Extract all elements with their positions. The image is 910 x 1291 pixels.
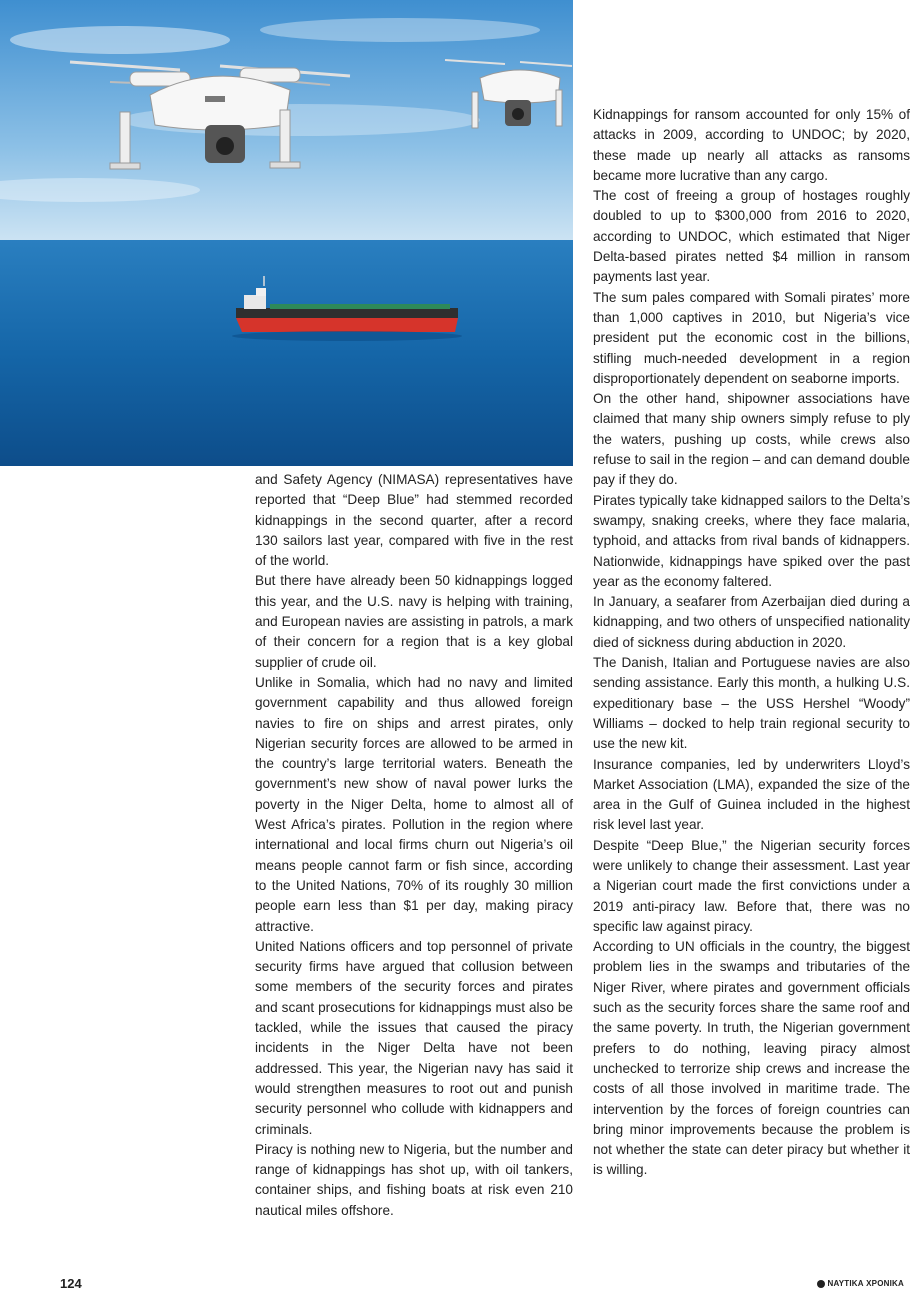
footer-brand — [817, 1279, 905, 1288]
paragraph: United Nations officers and top personnel of private security firms have argued that collusion between some members of the security forces and pirates and scant prosecutions for kidnappings must also be tackled, while the issues that caused the piracy incidents in the Niger Delta have not been addressed. This year, the Nigerian navy has said it would strengthen measures to root out and punish security personnel who collude with kidnappers and criminals. — [255, 938, 573, 1137]
paragraph: Piracy is nothing new to Nigeria, but the number and range of kidnappings has shot up, with oil tankers, container ships, and fishing boats at risk even 210 nautical miles offshore. — [255, 1141, 573, 1218]
left-column — [255, 470, 573, 1221]
sea — [0, 240, 573, 466]
paragraph: Unlike in Somalia, which had no navy and limited government capability and thus allowed foreign navies to fire on ships and arrest pirates, only Nigerian security forces are allowed to be armed in the country’s large territorial waters. Beneath the government’s new show of naval power lurks the poverty in the Niger Delta, home to almost all of West Africa’s pirates. Pollution in the region where international and local firms churn out Nigeria’s oil means people cannot farm or fish since, according to the United Nations, 70% of its roughly 30 million people earn less than $1 per day, making piracy attractive. — [255, 674, 573, 934]
paragraph: In January, a seafarer from Azerbaijan died during a kidnapping, and two others of unspecified nationality died of sickness during abduction in 2020. — [593, 594, 910, 650]
paragraph: The sum pales compared with Somali pirates’ more than 1,000 captives in 2010, but Nigeria’s vice president put the economic cost in the billions, stifling much-needed development in a region disproportionately dependent on seaborne imports. — [593, 289, 910, 386]
paragraph: The Danish, Italian and Portuguese navies are also sending assistance. Early this month, a hulking U.S. expeditionary base – the USS Hershel “Woody” Williams – docked to help train regional security to use the new kit. — [593, 655, 910, 752]
paragraph: But there have already been 50 kidnappings logged this year, and the U.S. navy is helping with training, and European navies are assisting in patrols, a mark of their concern for a region that is a key global supplier of crude oil. — [255, 573, 573, 670]
paragraph: Kidnappings for ransom accounted for only 15% of attacks in 2009, according to UNDOC; by 2020, these made up nearly all attacks as ransoms became more lucrative than any cargo. — [593, 107, 910, 183]
page-number: 124 — [60, 1276, 82, 1291]
hero-photo — [0, 0, 573, 466]
paragraph: Insurance companies, led by underwriters Lloyd’s Market Association (LMA), expanded the size of the area in the Gulf of Guinea included in the highest risk level last year. — [593, 756, 910, 833]
brand-name: ΝΑΥΤΙΚΑ ΧΡΟΝΙΚΑ — [827, 1279, 904, 1288]
drones-over-tanker-illustration — [0, 0, 573, 466]
right-column — [593, 105, 910, 1181]
paragraph: The cost of freeing a group of hostages roughly doubled to up to $300,000 from 2016 to 2020, according to UNDOC, which estimated that Niger Delta-based pirates netted $4 million in ransom payments last year. — [593, 188, 910, 285]
paragraph: Despite “Deep Blue,” the Nigerian security forces were unlikely to change their assessment. Last year a Nigerian court made the first convictions under a 2019 anti-piracy law. Before that, there was no specific law against piracy. — [593, 837, 910, 934]
paragraph: Pirates typically take kidnapped sailors to the Delta’s swampy, snaking creeks, where they face malaria, typhoid, and attacks from rival bands of kidnappers. Nationwide, kidnappings have spiked over the past year as the economy faltered. — [593, 492, 910, 589]
brand-logo-icon — [817, 1280, 825, 1288]
paragraph: On the other hand, shipowner associations have claimed that many ship owners simply refuse to ply the waters, pushing up costs, while crews also refuse to sail in the region – and can demand double pay if they do. — [593, 391, 910, 488]
paragraph: and Safety Agency (NIMASA) representatives have reported that “Deep Blue” had stemmed recorded kidnappings in the second quarter, after a record 130 sailors last year, compared with five in the rest of the world. — [255, 472, 573, 569]
paragraph: According to UN officials in the country, the biggest problem lies in the swamps and tributaries of the Niger River, where pirates and government officials such as the security forces share the same roof and the same poverty. In truth, the Nigerian government prefers to do nothing, leaving piracy almost unchecked to terrorize ship crews and increase the costs of all those involved in maritime trade. The intervention by the forces of foreign countries can bring minor improvements because the problem is not whether the state can deter piracy but whether it is willing. — [593, 939, 910, 1178]
